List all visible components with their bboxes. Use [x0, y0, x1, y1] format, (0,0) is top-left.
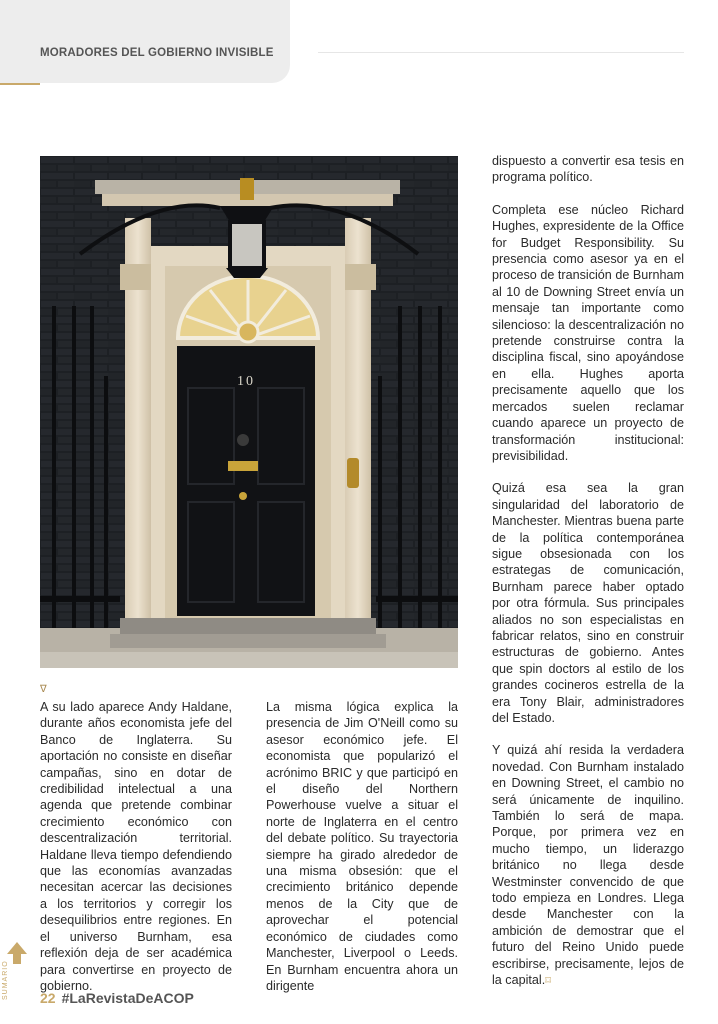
door-number: 10 — [237, 374, 255, 389]
section-marker-icon: ∇ — [40, 684, 47, 695]
footer — [40, 990, 194, 1006]
paragraph-last — [492, 742, 684, 989]
text-column-3 — [492, 153, 684, 990]
downing-street-photo — [40, 156, 458, 668]
header-accent-line — [0, 83, 40, 85]
paragraph: Quizá esa sea la gran singularidad del laboratorio de Manchester. Mientras buena parte de la política contemporánea sigue obsesionada con los estrategas de comunicación, Burnham parece haber optado por otra fórmula. Sus principales aliados no son especialistas en fabricar relatos, sino en construir estructuras de gobierno. Antes que spin doctors al estilo de los grandes cocineros estrella de la era Tony Blair, administradores del Estado. — [492, 481, 684, 725]
arrow-up-icon — [6, 942, 28, 982]
paragraph-text: Y quizá ahí resida la verdadera novedad. Con Burnham instalado en Downing Street, el cambio no será únicamente de inquilino. También lo será de mapa. Porque, por primera vez en mucho tiempo, un liderazgo británico no llega desde Westminster convencido de que todo empieza en Londres. Llega desde Manchester con la ambición de demostrar que el futuro del Reino Unido puede escribirse, precisamente, lejos de la capital. — [492, 743, 684, 988]
paragraph: dispuesto a convertir esa tesis en programa político. — [492, 154, 684, 185]
hashtag: #LaRevistaDeACOP — [61, 990, 194, 1006]
paragraph: A su lado aparece Andy Haldane, durante años economista jefe del Banco de Inglaterra. Su aportación no consiste en diseñar campañas, sino en dotar de credibilidad intelectual a una agenda que pretende combinar crecimiento económico con descentralización territorial. Haldane lleva tiempo defendiendo que las economías avanzadas necesitan acercar las decisiones a los territorios y corregir los desequilibrios entre regiones. En el universo Burnham, esa reflexión deja de ser académica para convertirse en proyecto de gobierno. — [40, 700, 232, 993]
section-title: MORADORES DEL GOBIERNO INVISIBLE — [40, 47, 274, 59]
sumario-label[interactable]: SUMARIO — [2, 960, 9, 1000]
paragraph: Completa ese núcleo Richard Hughes, expresidente de la Office for Budget Responsibility. Su presencia como asesor ya en el proceso de transición de Burnham al 10 de Downing Street envía un mensaje tan importante como silencioso: la descentralización no pretende construirse contra la disciplina fiscal, sino apoyándose en ella. Hughes aporta precisamente aquello que los mercados suelen reclamar cuando aparece un proyecto de transformación institucional: previsibilidad. — [492, 202, 684, 463]
text-column-2 — [266, 699, 458, 994]
sumario-link[interactable] — [6, 942, 28, 1012]
header-tab — [0, 0, 290, 83]
text-column-1 — [40, 699, 232, 994]
paragraph: La misma lógica explica la presencia de Jim O'Neill como su asesor económico jefe. El economista que popularizó el acrónimo BRIC y que participó en el diseño del Northern Powerhouse vuelve a situar el norte de Inglaterra en el centro del debate político. Su trayectoria siempre ha girado alrededor de una misma obsesión: que el crecimiento británico depende menos de la City que de aprovechar el potencial económico de ciudades como Manchester, Liverpool o Leeds. En Burnham encuentra ahora un dirigente — [266, 700, 458, 993]
page-number: 22 — [40, 990, 56, 1006]
end-mark-icon: ⌑ — [545, 975, 551, 988]
header-rule — [318, 52, 684, 53]
